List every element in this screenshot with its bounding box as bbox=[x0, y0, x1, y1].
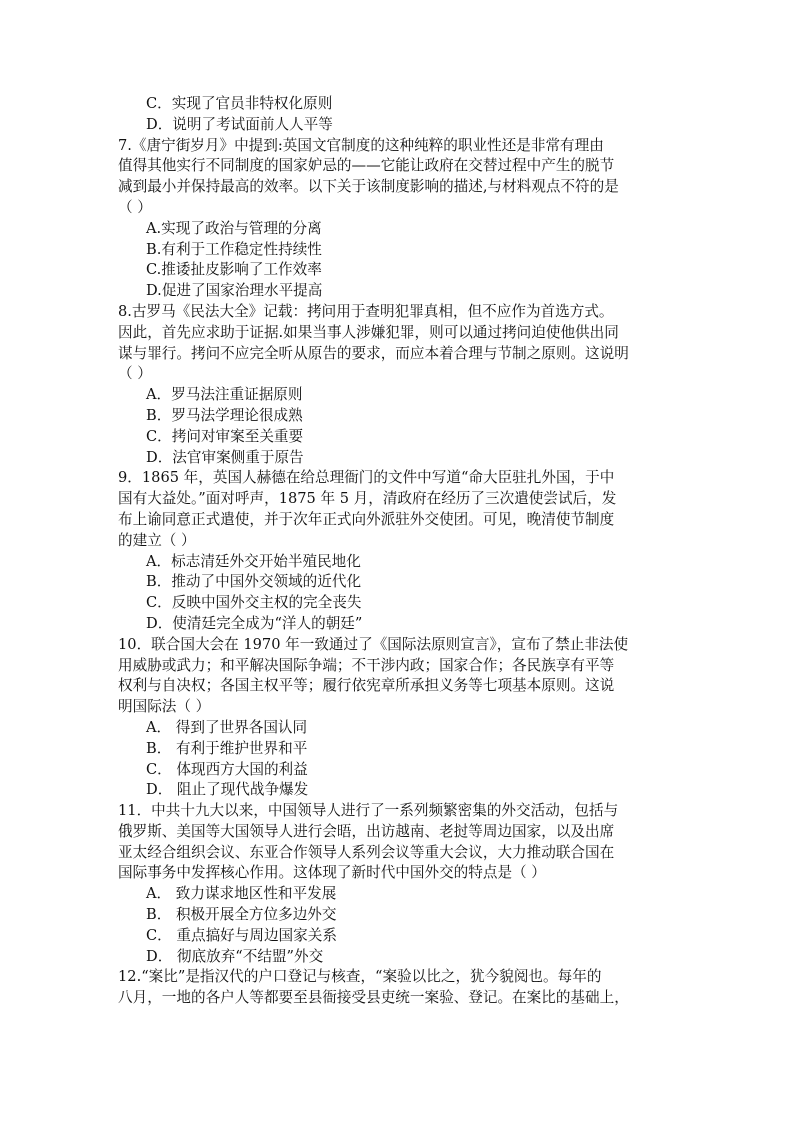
question-stem-line: 八月，一地的各户人等都要至县衙接受县吏统一案验、登记。在案比的基础上， bbox=[118, 989, 629, 1007]
question-stem-line: 减到最小并保持最高的效率。以下关于该制度影响的描述,与材料观点不符的是 bbox=[118, 178, 619, 196]
option-d: D．说明了考试面前人人平等 bbox=[146, 115, 333, 133]
option-a: A． 致力谋求地区性和平发展 bbox=[146, 885, 337, 903]
option-b: B．罗马法学理论很成熟 bbox=[146, 406, 303, 424]
question-stem-line: 9．1865 年，英国人赫德在给总理衙门的文件中写道“命大臣驻扎外国，于中 bbox=[118, 469, 615, 487]
exam-page bbox=[118, 94, 678, 1009]
option-b: B． 积极开展全方位多边外交 bbox=[146, 906, 337, 924]
option-c: C．反映中国外交主权的完全丧失 bbox=[146, 594, 362, 612]
option-c: C．实现了官员非特权化原则 bbox=[146, 95, 333, 112]
option-a: A．标志清廷外交开始半殖民地化 bbox=[146, 552, 361, 570]
question-stem-line: 用威胁或武力；和平解决国际争端；不干涉内政；国家合作；各民族享有平等 bbox=[118, 656, 615, 674]
question-stem-line: 11．中共十九大以来，中国领导人进行了一系列频繁密集的外交活动，包括与 bbox=[118, 802, 619, 820]
option-c: C．拷问对审案至关重要 bbox=[146, 427, 304, 445]
question-stem-line: 8.古罗马《民法大全》记载：拷问用于查明犯罪真相，但不应作为首选方式。 bbox=[118, 302, 614, 320]
question-stem-line: 值得其他实行不同制度的国家妒忌的——它能让政府在交替过程中产生的脱节 bbox=[118, 157, 615, 175]
option-d: D． 阻止了现代战争爆发 bbox=[146, 781, 309, 799]
question-stem-line: 国有大益处。”面对呼声，1875 年 5 月，清政府在经历了三次遣使尝试后，发 bbox=[118, 490, 617, 508]
question-stem-line: 7.《唐宁街岁月》中提到:英国文官制度的这种纯粹的职业性还是非常有理由 bbox=[118, 136, 604, 154]
question-stem-line: 的建立（ ） bbox=[118, 531, 196, 549]
option-c: C． 体现西方大国的利益 bbox=[146, 760, 308, 778]
question-stem-line: 亚太经合组织会议、东亚合作领导人系列会议等重大会议，大力推动联合国在 bbox=[118, 843, 615, 861]
question-stem-line: 布上谕同意正式遣使，并于次年正式向外派驻外交使团。可见，晚清使节制度 bbox=[118, 510, 615, 528]
answer-blank: （ ） bbox=[118, 365, 152, 383]
option-b: B． 有利于维护世界和平 bbox=[146, 739, 308, 757]
question-7 bbox=[118, 136, 678, 302]
question-stem-line: 权利与自决权；各国主权平等；履行依宪章所承担义务等七项基本原则。这说 bbox=[118, 677, 615, 695]
option-d: D．法官审案侧重于原告 bbox=[146, 448, 304, 466]
question-11 bbox=[118, 801, 678, 967]
question-10 bbox=[118, 635, 678, 801]
option-a: A． 得到了世界各国认同 bbox=[146, 718, 308, 736]
answer-blank: （ ） bbox=[118, 198, 152, 216]
option-d: D． 彻底放弃“不结盟”外交 bbox=[146, 947, 324, 965]
question-stem-line: 明国际法（ ） bbox=[118, 698, 211, 716]
option-c: C.推诿扯皮影响了工作效率 bbox=[146, 261, 322, 279]
question-8 bbox=[118, 302, 678, 468]
option-d: D．使清廷完全成为“洋人的朝廷” bbox=[146, 614, 363, 632]
question-stem-line: 谋与罪行。拷问不应完全听从原告的要求，而应本着合理与节制之原则。这说明 bbox=[118, 344, 629, 362]
question-9 bbox=[118, 468, 678, 634]
question-stem-line: 12.“案比”是指汉代的户口登记与核查，“案验以比之，犹今貌阅也。每年的 bbox=[118, 968, 602, 986]
option-b: B．推动了中国外交领域的近代化 bbox=[146, 573, 362, 591]
question-stem-line: 俄罗斯、美国等大国领导人进行会晤，出访越南、老挝等周边国家，以及出席 bbox=[118, 822, 615, 840]
question-stem-line: 10．联合国大会在 1970 年一致通过了《国际法原则宣言》，宣布了禁止非法使 bbox=[118, 635, 629, 653]
option-a: A．罗马法注重证据原则 bbox=[146, 386, 303, 404]
question-stem-line: 因此，首先应求助于证据.如果当事人涉嫌犯罪，则可以通过拷问迫使他供出同 bbox=[118, 323, 619, 341]
option-c: C． 重点搞好与周边国家关系 bbox=[146, 926, 337, 944]
question-6-options bbox=[118, 94, 678, 136]
option-d: D.促进了国家治理水平提高 bbox=[146, 282, 323, 300]
option-a: A.实现了政治与管理的分离 bbox=[146, 219, 322, 237]
option-b: B.有利于工作稳定性持续性 bbox=[146, 240, 322, 258]
question-stem-line: 国际事务中发挥核心作用。这体现了新时代中国外交的特点是（ ） bbox=[118, 864, 546, 882]
question-12 bbox=[118, 967, 678, 1009]
